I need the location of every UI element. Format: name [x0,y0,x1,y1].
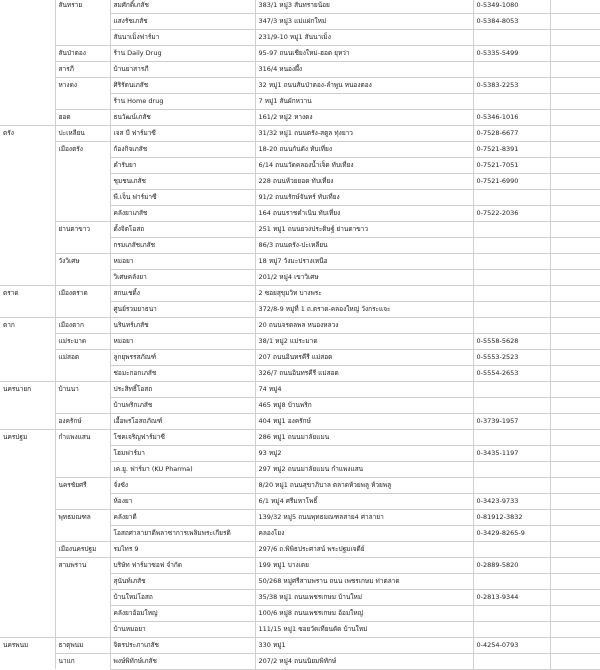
empty-cell [550,493,600,509]
province-cell [0,653,55,669]
empty-cell [550,413,600,429]
phone-cell [473,573,550,589]
table-row [0,605,600,621]
province-cell: ตราด [0,285,55,301]
pharmacy-name-cell: ธนวัฒน์เภสัช [110,109,255,125]
district-cell: ย่านตาขาว [55,221,110,237]
address-cell: 6/1 หมู่4 ศรีมหาโพธิ์ [255,493,473,509]
address-cell: 330 หมู่1 [255,637,473,653]
phone-cell [473,397,550,413]
address-cell: 199 หมู่1 บางเตย [255,557,473,573]
address-cell: 31/32 หมู่1 ถนนตรัง-สตูล ทุ่งยาว [255,125,473,141]
empty-cell [550,541,600,557]
province-cell [0,605,55,621]
pharmacy-name-cell: ตำรับยา [110,157,255,173]
province-cell [0,253,55,269]
address-cell: 297/6 ถ.พิพิธประศาสน์ พระปฐมเจดีย์ [255,541,473,557]
table-row [0,285,600,301]
table-row [0,77,600,93]
table-row [0,237,600,253]
empty-cell [550,557,600,573]
table-row [0,509,600,525]
empty-cell [550,477,600,493]
pharmacy-name-cell: บ้านใหม่โอสถ [110,589,255,605]
district-cell: เมืองตาก [55,317,110,333]
table-row [0,653,600,669]
province-cell: นครพนม [0,637,55,653]
district-cell [55,621,110,637]
district-cell: สันทราย [55,0,110,13]
district-cell [55,573,110,589]
pharmacy-name-cell: บ้านพริกเภสัช [110,397,255,413]
phone-cell [473,429,550,445]
table-row [0,317,600,333]
phone-cell: 0-5384-8053 [473,13,550,29]
phone-cell [473,253,550,269]
table-row [0,637,600,653]
pharmacy-name-cell: คลังยาเภสัช [110,205,255,221]
pharmacy-name-cell: ศิริรัตนเภสัช [110,77,255,93]
phone-cell: 0-5349-1080 [473,0,550,13]
province-cell [0,461,55,477]
pharmacy-name-cell: จิตรประภาเภสัช [110,637,255,653]
province-cell [0,77,55,93]
district-cell [55,605,110,621]
pharmacy-name-cell: หมอยา [110,333,255,349]
pharmacy-name-cell: ห้องยา [110,493,255,509]
address-cell: คลองโยง [255,525,473,541]
phone-cell [473,621,550,637]
table-row [0,125,600,141]
table-row [0,573,600,589]
address-cell: 316/4 หนองผึ้ง [255,61,473,77]
empty-cell [550,397,600,413]
empty-cell [550,237,600,253]
phone-cell: 0-5383-2253 [473,77,550,93]
pharmacy-name-cell: ช่อมะกอกเภสัช [110,365,255,381]
province-cell [0,541,55,557]
table-row [0,333,600,349]
table-row [0,61,600,77]
pharmacy-name-cell: สกนเชดิ้ง [110,285,255,301]
province-cell [0,237,55,253]
address-cell: 164 ถนนราชดำเนิน ทับเที่ยง [255,205,473,221]
address-cell: 111/15 หมู่1 ซอยวัดเทียนดัด บ้านใหม่ [255,621,473,637]
province-cell: นครนายก [0,381,55,397]
address-cell: 2 ซอยสุขุมวิท บางพระ [255,285,473,301]
empty-cell [550,509,600,525]
empty-cell [550,317,600,333]
province-cell [0,189,55,205]
phone-cell: 0-5346-1016 [473,109,550,125]
province-cell [0,301,55,317]
pharmacy-name-cell: จั่งซัง [110,477,255,493]
table-row [0,0,600,13]
empty-cell [550,429,600,445]
table-row [0,461,600,477]
pharmacy-name-cell: ร้าน Home drug [110,93,255,109]
table-row [0,413,600,429]
empty-cell [550,285,600,301]
address-cell: 465 หมู่8 บ้านพริก [255,397,473,413]
phone-cell: 0-2813-9344 [473,589,550,605]
phone-cell: 0-2889-5820 [473,557,550,573]
district-cell [55,525,110,541]
table-row [0,429,600,445]
district-cell [55,237,110,253]
table-row [0,589,600,605]
pharmacy-name-cell: ศูนย์รวมยาธนา [110,301,255,317]
district-cell [55,365,110,381]
address-cell: 18 หมู่7 วังมะปรางเหนือ [255,253,473,269]
province-cell [0,29,55,45]
address-cell: 326/7 ถนนอินทรคีรี แม่สอด [255,365,473,381]
phone-cell [473,381,550,397]
empty-cell [550,573,600,589]
province-cell [0,477,55,493]
province-cell [0,621,55,637]
pharmacy-name-cell: ลูกยุพรรสภัณฑ์ [110,349,255,365]
province-cell [0,205,55,221]
table-row [0,189,600,205]
empty-cell [550,173,600,189]
district-cell [55,493,110,509]
district-cell: กำแพงแสน [55,429,110,445]
empty-cell [550,29,600,45]
address-cell: 139/32 หมู่5 ถนนพุทธมณฑลสาย4 ศาลายา [255,509,473,525]
phone-cell [473,301,550,317]
province-cell [0,61,55,77]
province-cell [0,141,55,157]
pharmacy-name-cell: พี.เจ็น ฟาร์มาซี [110,189,255,205]
pharmacy-name-cell: คลังยาดี [110,509,255,525]
province-cell [0,397,55,413]
address-cell: 35/38 หมู่1 ถนนเพชรเกษม บ้านใหม่ [255,589,473,605]
empty-cell [550,333,600,349]
phone-cell: 0-4254-0793 [473,637,550,653]
phone-cell [473,269,550,285]
province-cell [0,45,55,61]
phone-cell: 0-5558-5628 [473,333,550,349]
district-cell: หางดง [55,77,110,93]
district-cell [55,269,110,285]
pharmacy-name-cell: บริษัท ฟาร์มาซอฟ จำกัด [110,557,255,573]
empty-cell [550,61,600,77]
province-cell [0,157,55,173]
empty-cell [550,653,600,669]
address-cell: 74 หมู่4 [255,381,473,397]
address-cell: 86/3 ถนนตรัง-ปะเหลียน [255,237,473,253]
empty-cell [550,45,600,61]
province-cell [0,0,55,13]
table-row [0,205,600,221]
empty-cell [550,461,600,477]
phone-cell: 0-7521-7051 [473,157,550,173]
province-cell: นครปฐม [0,429,55,445]
district-cell: วังวิเศษ [55,253,110,269]
pharmacy-name-cell: ชุมชนเภสัช [110,173,255,189]
district-cell: พุทธมณฑล [55,509,110,525]
address-cell: 228 ถนนห้วยยอด ทับเที่ยง [255,173,473,189]
province-cell [0,413,55,429]
empty-cell [550,381,600,397]
province-cell [0,221,55,237]
phone-cell [473,189,550,205]
table-row [0,397,600,413]
province-cell [0,573,55,589]
empty-cell [550,605,600,621]
address-cell: 201/2 หมู่4 เขาวิเศษ [255,269,473,285]
phone-cell: 0-5335-5499 [473,45,550,61]
table-row [0,365,600,381]
table-row [0,221,600,237]
district-cell: เมืองตรัง [55,141,110,157]
province-cell [0,269,55,285]
empty-cell [550,253,600,269]
empty-cell [550,269,600,285]
pharmacy-name-cell: ประสิทธิ์โอสถ [110,381,255,397]
phone-cell: 0-3435-1197 [473,445,550,461]
phone-cell: 0-5553-2523 [473,349,550,365]
phone-cell [473,285,550,301]
pharmacy-name-cell: รมไทร 9 [110,541,255,557]
phone-cell: 0-3423-9733 [473,493,550,509]
pharmacy-name-cell: เค.ยู. ฟาร์มา (KU Pharma) [110,461,255,477]
province-cell [0,365,55,381]
table-row [0,253,600,269]
pharmacy-name-cell: กรมเภสัชเภสัช [110,237,255,253]
address-cell: 93 หมู่2 [255,445,473,461]
empty-cell [550,445,600,461]
province-cell [0,525,55,541]
phone-cell [473,221,550,237]
pharmacy-name-cell: โอสถศาลายาดีพลาซาการเพลิมพระเกียรติ [110,525,255,541]
district-cell [55,205,110,221]
phone-cell: 0-81912-3832 [473,509,550,525]
district-cell [55,29,110,45]
province-cell: ตาก [0,317,55,333]
empty-cell [550,221,600,237]
province-cell [0,13,55,29]
district-cell: แม่ระมาด [55,333,110,349]
district-cell [55,445,110,461]
district-cell: สันป่าตอง [55,45,110,61]
empty-cell [550,349,600,365]
phone-cell [473,317,550,333]
address-cell: 38/1 หมู่2 แม่ระมาด [255,333,473,349]
province-cell [0,93,55,109]
address-cell: 8/20 หมู่1 ถนนสุขาภิบาล ตลาดห้วยพลู ห้วยพลู [255,477,473,493]
table-row [0,493,600,509]
phone-cell [473,653,550,669]
phone-cell [473,93,550,109]
address-cell: 251 หมู่1 ถนนยวงประดิษฐ์ ย่านตาขาว [255,221,473,237]
district-cell: ปะเหลียน [55,125,110,141]
province-cell [0,509,55,525]
pharmacy-name-cell: ร้าน Daily Drug [110,45,255,61]
pharmacy-name-cell: พงษ์พิทักษ์เภสัช [110,653,255,669]
address-cell: 95-97 ถนนเชียงใหม่-ฮอด ยุหว่า [255,45,473,61]
address-cell: 383/1 หมู่3 สันทรายน้อย [255,0,473,13]
empty-cell [550,93,600,109]
address-cell: 404 หมู่1 องครักษ์ [255,413,473,429]
table-row [0,157,600,173]
empty-cell [550,365,600,381]
province-cell [0,333,55,349]
table-row [0,525,600,541]
table-row [0,301,600,317]
province-cell: ตรัง [0,125,55,141]
district-cell [55,301,110,317]
table-row [0,557,600,573]
phone-cell: 0-5554-2653 [473,365,550,381]
table-row [0,349,600,365]
phone-cell [473,61,550,77]
address-cell: 91/2 ถนนรักษ์จันทร์ ทับเที่ยง [255,189,473,205]
address-cell: 6/14 ถนนวัดคลองน้ำเจ็ด ทับเที่ยง [255,157,473,173]
table-row [0,445,600,461]
pharmacy-name-cell: โชคเจริญฟาร์มาซี [110,429,255,445]
district-cell: นาแก [55,653,110,669]
empty-cell [550,77,600,93]
district-cell: เมืองนครปฐม [55,541,110,557]
pharmacy-name-cell: วิเศษคลังยา [110,269,255,285]
table-row [0,269,600,285]
pharmacy-name-cell: เอื้อพรโอสถภัณฑ์ [110,413,255,429]
empty-cell [550,637,600,653]
table-row [0,173,600,189]
province-cell [0,349,55,365]
empty-cell [550,157,600,173]
district-cell [55,461,110,477]
address-cell: 32 หมู่1 ถนนสันป่าตอง-ลำพูน หนองตอง [255,77,473,93]
province-cell [0,589,55,605]
district-cell [55,157,110,173]
address-cell: 20 ถนนจรดลพล หนองหลวง [255,317,473,333]
phone-cell [473,605,550,621]
address-cell: 18-20 ถนนกันตัง ทับเที่ยง [255,141,473,157]
district-cell [55,189,110,205]
pharmacy-name-cell: หมอยา [110,253,255,269]
phone-cell [473,477,550,493]
province-cell [0,445,55,461]
address-cell: 207/2 หมู่4 ถนนนิยมพิทักษ์ [255,653,473,669]
pharmacy-name-cell: แสงรัชเภสัช [110,13,255,29]
province-cell [0,173,55,189]
district-cell: บ้านนา [55,381,110,397]
table-row [0,141,600,157]
district-cell: องครักษ์ [55,413,110,429]
address-cell: 286 หมู่1 ถนนมาลัยแมน [255,429,473,445]
phone-cell: 0-7521-8391 [473,141,550,157]
phone-cell [473,461,550,477]
phone-cell: 0-7521-6990 [473,173,550,189]
pharmacy-name-cell: บ้านยาสารภี [110,61,255,77]
address-cell: 7 หมู่1 สันผักหวาน [255,93,473,109]
province-cell [0,109,55,125]
pharmacy-name-cell: คลังยาอ้อมใหญ่ [110,605,255,621]
table-row [0,109,600,125]
empty-cell [550,589,600,605]
empty-cell [550,109,600,125]
address-cell: 100/6 หมู่8 ถนนเพชรเกษม อ้อมใหญ่ [255,605,473,621]
pharmacy-name-cell: โฮมฟาร์มา [110,445,255,461]
table-row [0,477,600,493]
district-cell: แม่สอด [55,349,110,365]
address-cell: 372/8-9 หมู่ที่ 1 ถ.ตราด-คลองใหญ่ วังกระแจะ [255,301,473,317]
empty-cell [550,621,600,637]
empty-cell [550,189,600,205]
phone-cell: 0-3429-8265-9 [473,525,550,541]
empty-cell [550,0,600,13]
district-cell [55,173,110,189]
phone-cell: 0-7522-2036 [473,205,550,221]
table-row [0,621,600,637]
table-row [0,29,600,45]
address-cell: 50/268 หมู่ศรีสามพราน ถนน เพชรเกษม ท่าตลาด [255,573,473,589]
province-cell [0,557,55,573]
pharmacy-name-cell: ก้องกิจเภสัช [110,141,255,157]
empty-cell [550,301,600,317]
pharmacy-name-cell: ตั้งจิตโอสถ [110,221,255,237]
district-cell: สามพราน [55,557,110,573]
table-row [0,541,600,557]
pharmacy-name-cell: สมศักดิ์เภสัช [110,0,255,13]
empty-cell [550,125,600,141]
phone-cell [473,237,550,253]
district-cell: ฮอด [55,109,110,125]
district-cell [55,397,110,413]
pharmacy-name-cell: บ้านหมอยา [110,621,255,637]
phone-cell: 0-3739-1957 [473,413,550,429]
table-row [0,93,600,109]
district-cell: สารภี [55,61,110,77]
district-cell [55,13,110,29]
pharmacy-name-cell: นรินทร์เภสัช [110,317,255,333]
pharmacy-name-cell: สุนันท์เภสัช [110,573,255,589]
empty-cell [550,141,600,157]
address-cell: 297 หมู่2 ถนนมาลัยแมน กำแพงแสน [255,461,473,477]
table-row [0,45,600,61]
pharmacy-name-cell: เจส บี ฟาร์มาซี [110,125,255,141]
table-row [0,381,600,397]
pharmacy-name-cell: สันนาเม็งฟาร์มา [110,29,255,45]
empty-cell [550,13,600,29]
table-row [0,13,600,29]
phone-cell [473,541,550,557]
empty-cell [550,525,600,541]
district-cell [55,589,110,605]
district-cell: นครชัยศรี [55,477,110,493]
phone-cell: 0-7528-6677 [473,125,550,141]
province-cell [0,493,55,509]
empty-cell [550,205,600,221]
address-cell: 347/3 หมู่3 แม่แฝกใหม่ [255,13,473,29]
address-cell: 161/2 หมู่2 หางดง [255,109,473,125]
district-cell: เมืองตราด [55,285,110,301]
district-cell: ธาตุพนม [55,637,110,653]
district-cell [55,93,110,109]
address-cell: 231/9-10 หมู่1 สันนาเม็ง [255,29,473,45]
phone-cell [473,29,550,45]
address-cell: 207 ถนนอินทรคีรี แม่สอด [255,349,473,365]
